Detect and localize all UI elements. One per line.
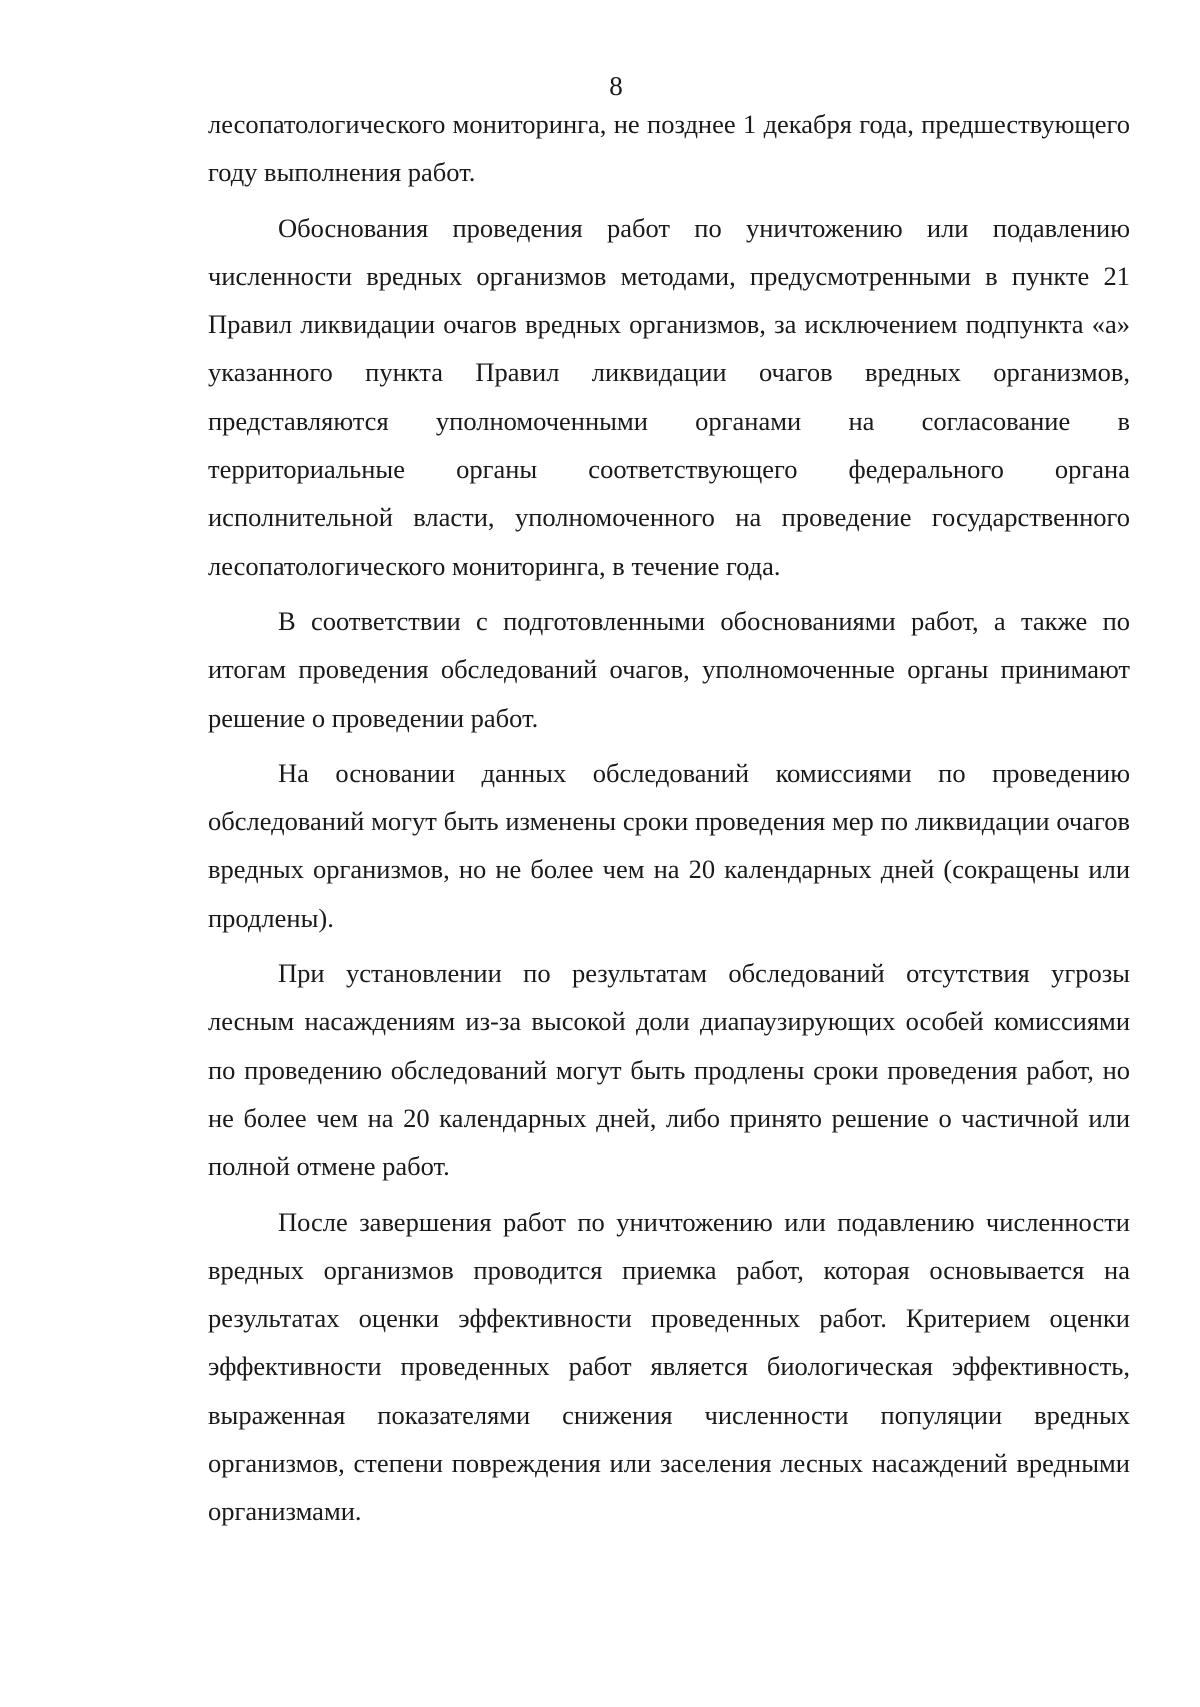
document-body: [208, 100, 1130, 1536]
paragraph: При установлении по результатам обследований отсутствия угрозы лесным насаждениям из-за высокой доли диапаузирующих особей комиссиями по проведению обследований могут быть продлены сроки проведения работ, но не более чем на 20 календарных дней, либо принято решение о частичной или полной отмене работ.: [208, 958, 1130, 1182]
paragraph: После завершения работ по уничтожению или подавлению численности вредных организмов проводится приемка работ, которая основывается на результатах оценки эффективности проведенных работ. Критерием оценки эффективности проведенных работ является биологическая эффективность, выраженная показателями снижения численности популяции вредных организмов, степени повреждения или заселения лесных насаждений вредными организмами.: [208, 1206, 1130, 1527]
paragraph: В соответствии с подготовленными обоснованиями работ, а также по итогам проведения обследований очагов, уполномоченные органы принимают решение о проведении работ.: [208, 605, 1130, 733]
paragraph: На основании данных обследований комиссиями по проведению обследований могут быть изменены сроки проведения мер по ликвидации очагов вредных организмов, но не более чем на 20 календарных дней (сокращены или продлены).: [208, 757, 1130, 933]
paragraph-continuation: лесопатологического мониторинга, не позднее 1 декабря года, предшествующего году выполнения работ.: [208, 109, 1130, 188]
page-number: 8: [609, 71, 623, 101]
paragraph: Обоснования проведения работ по уничтожению или подавлению численности вредных организмов методами, предусмотренными в пункте 21 Правил ликвидации очагов вредных организмов, за исключением подпункта «а» указанного пункта Правил ликвидации очагов вредных организмов, представляются уполномоченными органами на согласование в территориальные органы соответствующего федерального органа исполнительной власти, уполномоченного на проведение государственного лесопатологического мониторинга, в течение года.: [208, 212, 1130, 581]
